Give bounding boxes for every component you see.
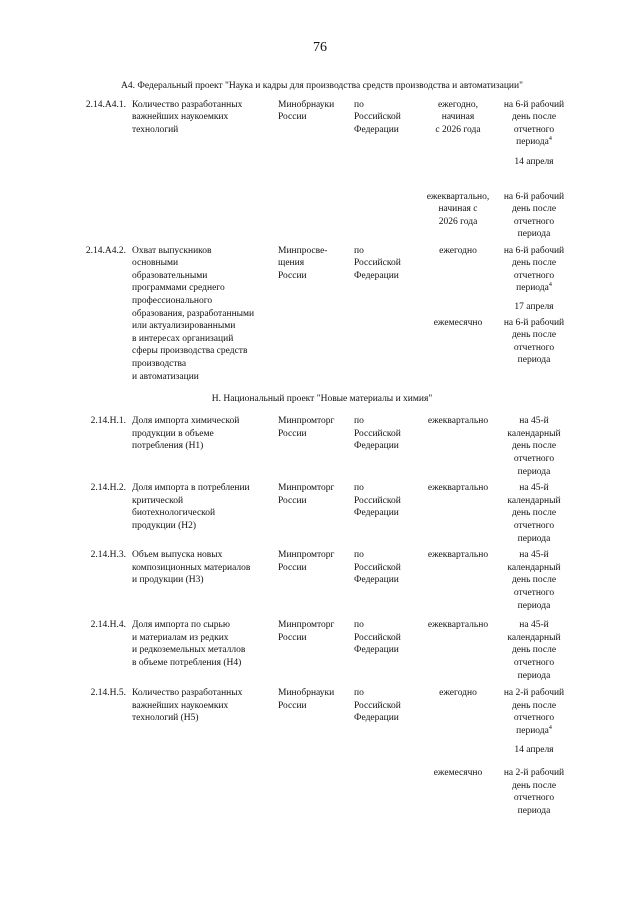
row-code: 2.14.Н.4. xyxy=(90,620,126,631)
period-extra-date: 14 апреля xyxy=(514,745,554,756)
period-block xyxy=(424,245,574,317)
page-number: 76 xyxy=(313,40,327,55)
row-org: Минпромторг России xyxy=(278,416,335,439)
table-row xyxy=(72,619,572,687)
period-deadline: на 45-й календарный день после отчетного периода xyxy=(507,416,561,477)
period-frequency: ежегодно, начиная с 2026 года xyxy=(435,99,481,135)
section-title-h: Н. Национальный проект "Новые материалы и химия" xyxy=(211,393,433,404)
period-frequency: ежегодно xyxy=(439,688,477,699)
period-block xyxy=(424,687,574,767)
period-frequency: ежеквартально xyxy=(427,620,489,631)
row-code: 2.14.А4.1. xyxy=(85,99,126,110)
row-territory: по Российской Федерации xyxy=(354,483,401,519)
row-territory: по Российской Федерации xyxy=(354,550,401,586)
period-frequency: ежеквартально xyxy=(427,483,489,494)
period-deadline: на 6-й рабочий день после отчетного периода$^4$ xyxy=(503,245,565,294)
row-org: Минпромторг России xyxy=(278,620,335,643)
period-extra-date: 17 апреля xyxy=(514,301,554,312)
row-code: 2.14.Н.2. xyxy=(90,483,126,494)
row-territory: по Российской Федерации xyxy=(354,245,401,281)
document-content xyxy=(72,80,572,827)
period-deadline: на 2-й рабочий день после отчетного периода$^4$ xyxy=(503,688,565,736)
period-deadline: на 45-й календарный день после отчетного периода xyxy=(507,483,561,544)
period-frequency: ежеквартально, начиная с 2026 года xyxy=(426,191,490,227)
period-block xyxy=(424,99,574,191)
row-name: Доля импорта по сырью и материалам из редких и редкоземельных металлов в объеме потребления (Н4) xyxy=(132,620,246,668)
period-frequency: ежегодно xyxy=(439,245,477,256)
period-frequency: ежемесячно xyxy=(433,317,483,328)
row-org: Минобрнауки России xyxy=(278,688,335,711)
period-deadline: на 6-й рабочий день после отчетного периода xyxy=(503,191,565,240)
period-deadline: на 2-й рабочий день после отчетного периода xyxy=(503,768,565,816)
period-deadline: на 6-й рабочий день после отчетного периода$^4$ xyxy=(503,99,565,148)
period-frequency: ежеквартально xyxy=(427,416,489,427)
table-row xyxy=(72,549,572,619)
row-name: Охват выпускников основными образовательными программами среднего профессионального образования, разработанными или актуализированными в интересах организаций сферы производства средств производства и автоматизации xyxy=(132,245,255,382)
row-name: Объем выпуска новых композиционных материалов и продукции (Н3) xyxy=(132,550,251,586)
row-territory: по Российской Федерации xyxy=(354,416,401,452)
row-name: Доля импорта в потреблении критической биотехнологической продукции (Н2) xyxy=(132,483,250,531)
period-deadline: на 6-й рабочий день после отчетного периода xyxy=(503,317,565,366)
row-org: Минобрнауки России xyxy=(278,99,335,123)
table-row xyxy=(72,482,572,549)
period-frequency: ежеквартально xyxy=(427,550,489,561)
row-org: Минпромторг России xyxy=(278,550,335,573)
row-code: 2.14.Н.1. xyxy=(90,416,126,427)
row-org: Минпросве- щения России xyxy=(278,245,328,281)
period-deadline: на 45-й календарный день после отчетного периода xyxy=(507,550,561,611)
row-name: Доля импорта химической продукции в объеме потребления (Н1) xyxy=(132,416,240,452)
footnote-mark: 4 xyxy=(548,724,552,731)
row-territory: по Российской Федерации xyxy=(354,620,401,656)
row-name: Количество разработанных важнейших наукоемких технологий (Н5) xyxy=(132,688,243,724)
period-extra-date: 14 апреля xyxy=(514,156,554,167)
row-territory: по Российской Федерации xyxy=(354,688,401,724)
table-row xyxy=(72,245,572,391)
footnote-mark: 4 xyxy=(548,282,552,289)
period-deadline: на 45-й календарный день после отчетного периода xyxy=(507,620,561,681)
row-org: Минпромторг России xyxy=(278,483,335,506)
period-frequency: ежемесячно xyxy=(433,768,483,779)
footnote-mark: 4 xyxy=(548,136,552,143)
row-code: 2.14.А4.2. xyxy=(85,245,126,256)
row-name: Количество разработанных важнейших наукоемких технологий xyxy=(132,99,243,135)
row-code: 2.14.Н.3. xyxy=(90,550,126,561)
row-territory: по Российской Федерации xyxy=(354,99,401,135)
table-row xyxy=(72,99,572,245)
section-title-a4: А4. Федеральный проект "Наука и кадры для производства средств производства и автоматизации" xyxy=(121,81,523,91)
table-row xyxy=(72,415,572,482)
table-row xyxy=(72,687,572,827)
row-code: 2.14.Н.5. xyxy=(90,688,126,699)
